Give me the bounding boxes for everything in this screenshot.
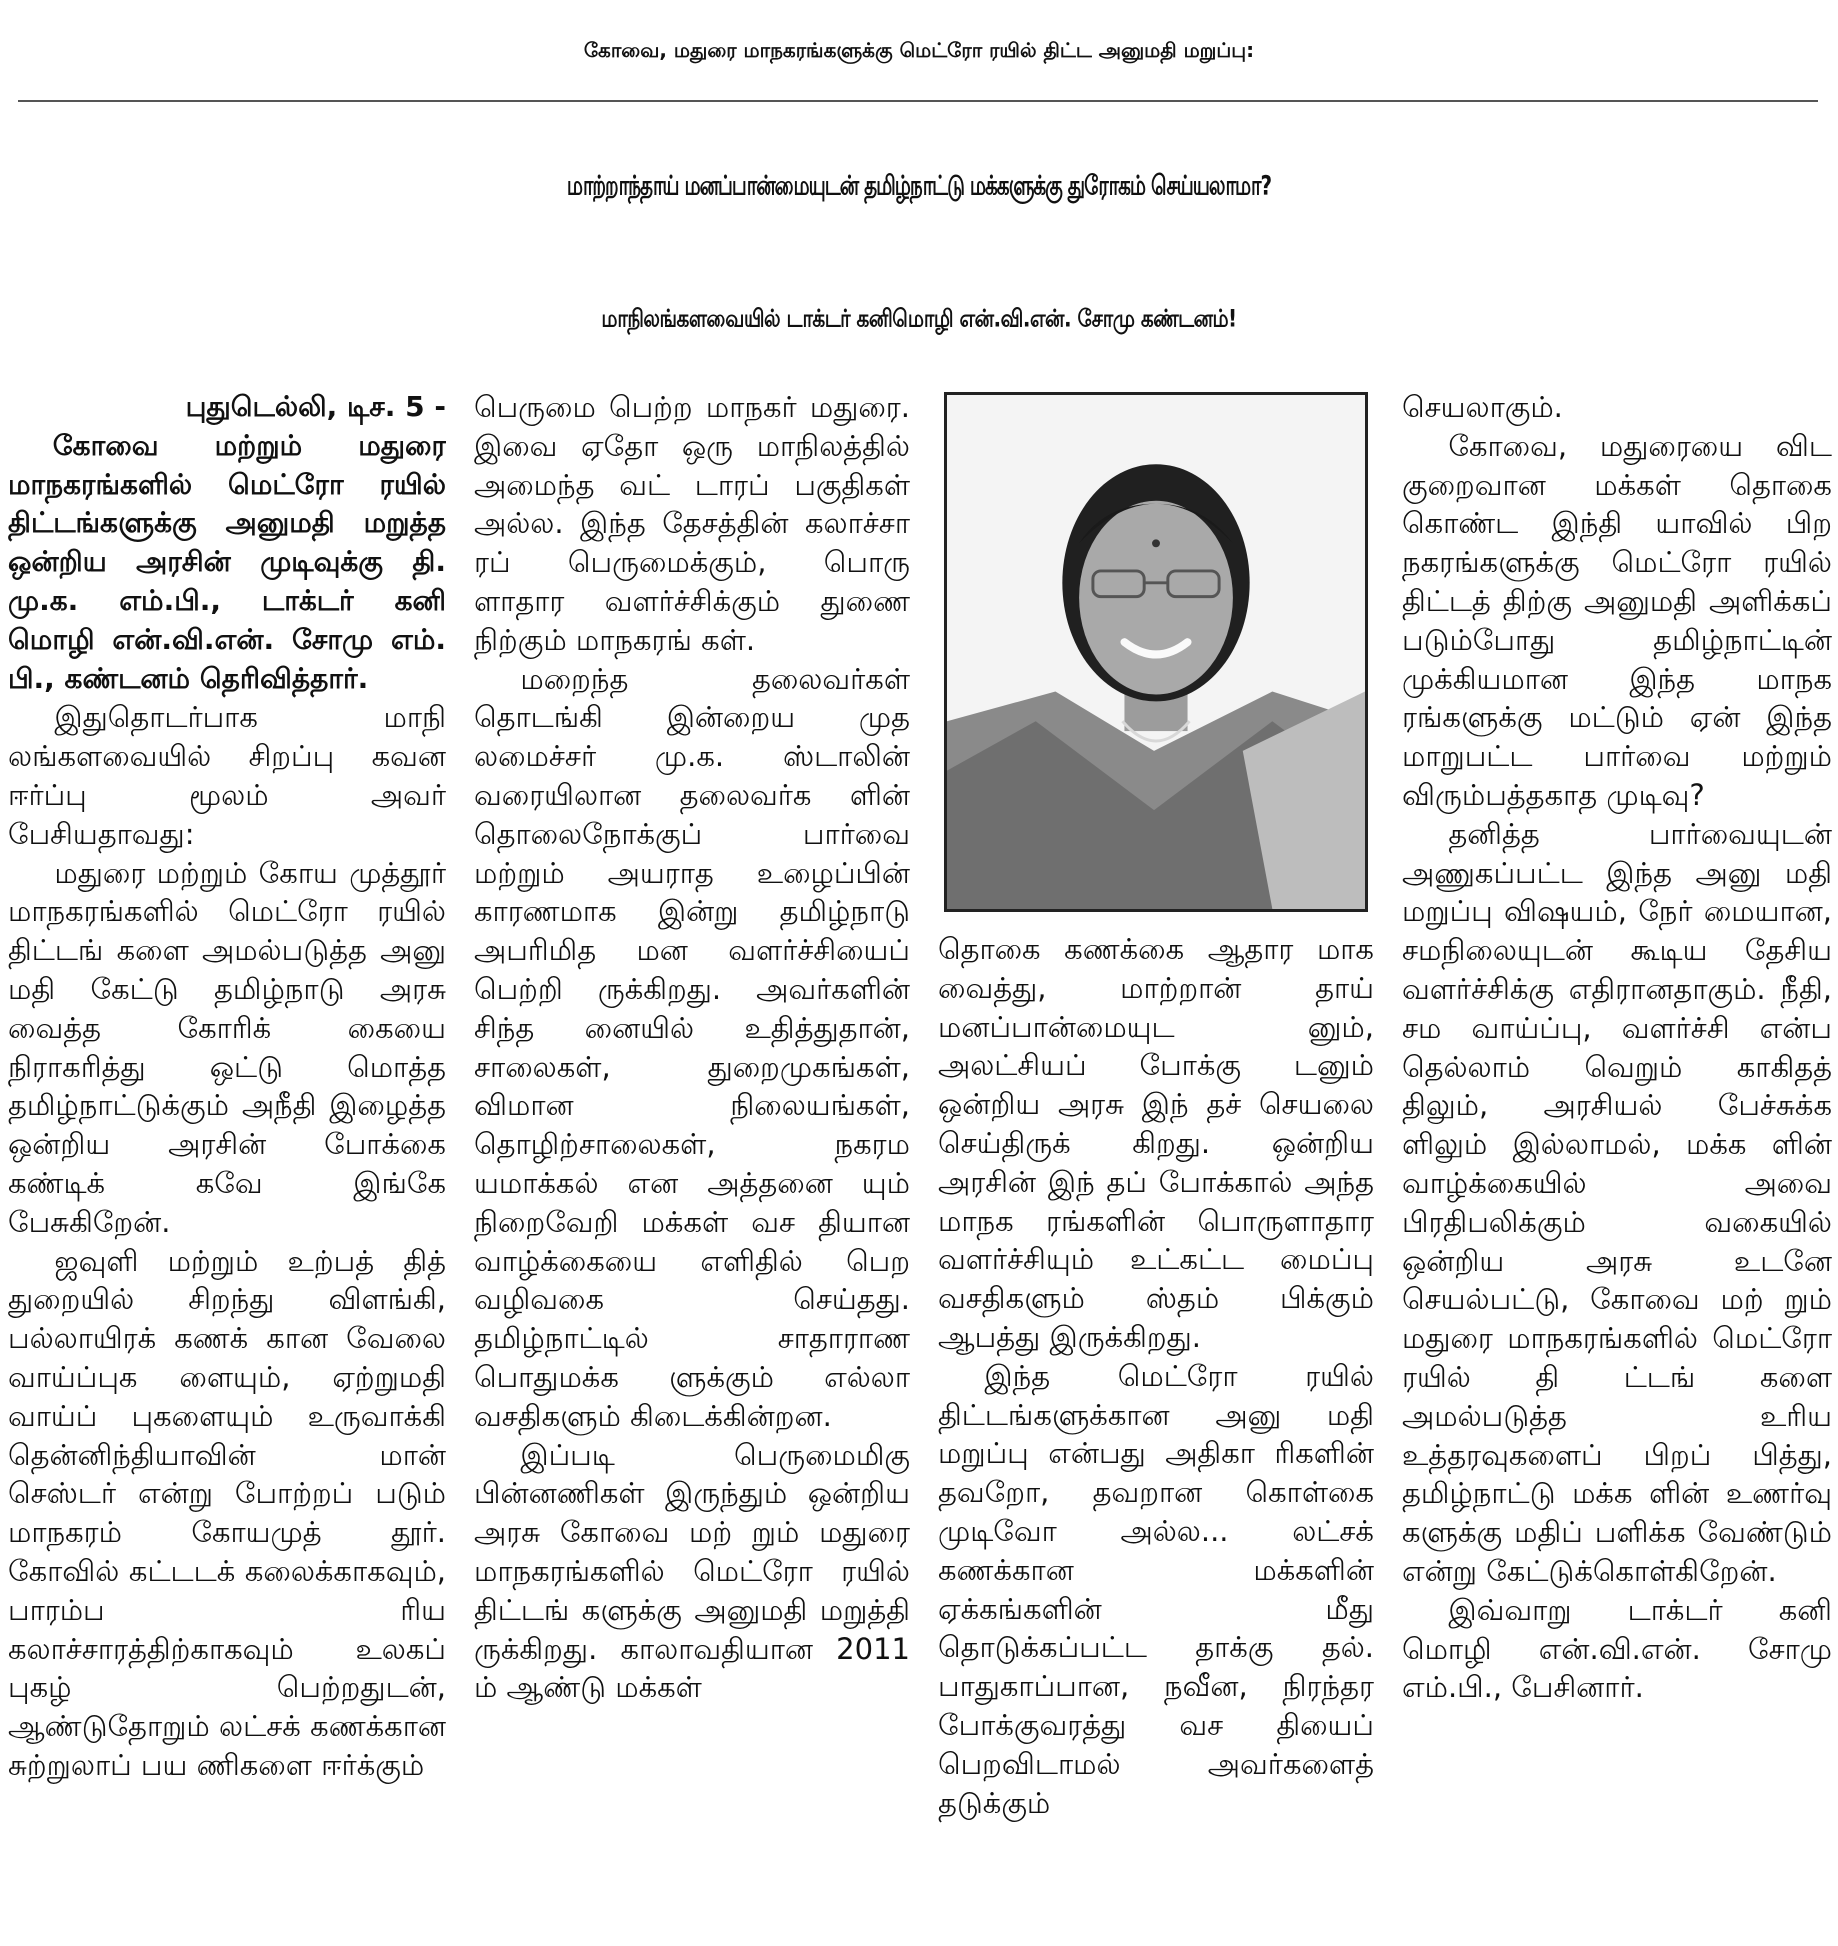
paragraph: தனித்த பார்வையுடன் அணுகப்பட்ட இந்த அனு மதி மறுப்பு விஷயம், நேர் மையான, சமநிலையுடன் கூடிய தேசிய வளர்ச்சிக்கு எதிரானதாகும். நீதி, சம வாய்ப்பு, வளர்ச்சி என்ப தெல்லாம் வெறும் காகிதத் திலும், அரசியல் பேச்சுக்க ளிலும் இல்லாமல், மக்க ளின் வாழ்க்கையில் அவை பிரதிபலிக்கும் வகையில் ஒன்றிய அரசு உடனே செயல்பட்டு, கோவை மற் றும் மதுரை மாநகரங்களில் மெட்ரோ ரயில் தி ட்டங் களை அமல்படுத்த உரிய உத்தரவுகளைப் பிறப் பித்து, தமிழ்நாட்டு மக்க ளின் உணர்வு களுக்கு மதிப் பளிக்க வேண்டும் என்று கேட்டுக்கொள்கிறேன். [1402, 816, 1832, 1588]
paragraph: இந்த மெட்ரோ ரயில் திட்டங்களுக்கான அனு மதி மறுப்பு என்பது அதிகா ரிகளின் தவறோ, தவறான கொள்கை முடிவோ அல்ல... லட்சக் கணக்கான மக்களின் ஏக்கங்களின் மீது தொடுக்கப்பட்ட தாக்கு தல். பாதுகாப்பான, நவீன, நிரந்தர போக்குவரத்து வச தியைப் பெறவிடாமல் அவர்களைத் தடுக்கும் [938, 1358, 1374, 1820]
paragraph: மறைந்த தலைவர்கள் தொடங்கி இன்றைய முத லமைச்சர் மு.க. ஸ்டாலின் வரையிலான தலைவர்க ளின் தொலைநோக்குப் பார்வை மற்றும் அயராத உழைப்பின் காரணமாக இன்று தமிழ்நாடு அபரிமித மன வளர்ச்சியைப் பெற்றி ருக்கிறது. அவர்களின் சிந்த னையில் உதித்துதான், சாலைகள், துறைமுகங்கள், விமான நிலையங்கள், தொழிற்சாலைகள், நகரம யமாக்கல் என அத்தனை யும் நிறைவேறி மக்கள் வச தியான வாழ்க்கையை எளிதில் பெற வழிவகை செய்தது. தமிழ்நாட்டில் சாதாராண பொதுமக்க ளுக்கும் எல்லா வசதிகளும் கிடைக்கின்றன. [474, 661, 910, 1433]
paragraph: இவ்வாறு டாக்டர் கனி மொழி என்.வி.என். சோமு எம்.பி., பேசினார். [1402, 1592, 1832, 1705]
paragraph: கோவை, மதுரையை விட குறைவான மக்கள் தொகை கொண்ட இந்தி யாவில் பிற நகரங்களுக்கு மெட்ரோ ரயில் திட்டத் திற்கு அனுமதி அளிக்கப் படும்போது தமிழ்நாட்டின் முக்கியமான இந்த மாநக ரங்களுக்கு மட்டும் ஏன் இந்த மாறுபட்ட பார்வை மற்றும் விரும்பத்தகாத முடிவு? [1402, 428, 1832, 812]
paragraph: மதுரை மற்றும் கோய முத்தூர் மாநகரங்களில் மெட்ரோ ரயில் திட்டங் களை அமல்படுத்த அனு மதி கேட்டு தமிழ்நாடு அரசு வைத்த கோரிக் கையை நிராகரித்து ஒட்டு மொத்த தமிழ்நாட்டுக்கும் அநீதி இழைத்த ஒன்றிய அரசின் போக்கை கண்டிக் கவே இங்கே பேசுகிறேன். [8, 855, 446, 1239]
article-column-2 [474, 388, 910, 1943]
paragraph: ஜவுளி மற்றும் உற்பத் தித் துறையில் சிறந்து விளங்கி, பல்லாயிரக் கணக் கான வேலை வாய்ப்புக ளையும், ஏற்றுமதி வாய்ப் புகளையும் உருவாக்கி தென்னிந்தியாவின் மான் செஸ்டர் என்று போற்றப் படும் மாநகரம் கோயமுத் தூர். கோவில் கட்டடக் கலைக்காகவும், பாரம்ப ரிய கலாச்சாரத்திற்காகவும் உலகப் புகழ் பெற்றதுடன், ஆண்டுதோறும் லட்சக் கணக்கான சுற்றுலாப் பய ணிகளை ஈர்க்கும் [8, 1243, 446, 1782]
paragraph: பெருமை பெற்ற மாநகர் மதுரை. இவை ஏதோ ஒரு மாநிலத்தில் அமைந்த வட் டாரப் பகுதிகள் அல்ல. இந்த தேசத்தின் கலாச்சா ரப் பெருமைக்கும், பொரு ளாதார வளர்ச்சிக்கும் துணை நிற்கும் மாநகரங் கள். [474, 390, 910, 657]
article-column-4 [1402, 388, 1832, 1943]
headline-sub: மாநிலங்களவையில் டாக்டர் கனிமொழி என்.வி.என். சோமு கண்டனம்! [601, 303, 1237, 333]
paragraph: இதுதொடர்பாக மாநி லங்களவையில் சிறப்பு கவன ஈர்ப்பு மூலம் அவர் பேசியதாவது: [8, 700, 446, 851]
paragraph: செயலாகும். [1402, 390, 1563, 424]
article-column-1 [8, 388, 446, 1943]
portrait-photo-icon [947, 395, 1365, 909]
headline-main: மாற்றாந்தாய் மனப்பான்மையுடன் தமிழ்நாட்டு மக்களுக்கு துரோகம் செய்யலாமா? [566, 168, 1272, 202]
dateline: புதுடெல்லி, டிச. 5 - [185, 390, 446, 423]
article-column-3 [938, 930, 1374, 1943]
headline-kicker: கோவை, மதுரை மாநகரங்களுக்கு மெட்ரோ ரயில் திட்ட அனுமதி மறுப்பு: [583, 38, 1255, 62]
paragraph: தொகை கணக்கை ஆதார மாக வைத்து, மாற்றான் தாய் மனப்பான்மையுட னும், அலட்சியப் போக்கு டனும் ஒன்றிய அரசு இந் தச் செயலை செய்திருக் கிறது. ஒன்றிய அரசின் இந் தப் போக்கால் அந்த மாநக ரங்களின் பொருளாதார வளர்ச்சியும் உட்கட்ட மைப்பு வசதிகளும் ஸ்தம் பிக்கும் ஆபத்து இருக்கிறது. [938, 932, 1374, 1354]
paragraph: இப்படி பெருமைமிகு பின்னணிகள் இருந்தும் ஒன்றிய அரசு கோவை மற் றும் மதுரை மாநகரங்களில் மெட்ரோ ரயில் திட்டங் களுக்கு அனுமதி மறுத்தி ருக்கிறது. காலாவதியான 2011 ம் ஆண்டு மக்கள் [474, 1437, 910, 1705]
portrait-photo [944, 392, 1368, 912]
lead-paragraph: கோவை மற்றும் மதுரை மாநகரங்களில் மெட்ரோ ரயில் திட்டங்களுக்கு அனுமதி மறுத்த ஒன்றிய அரசின் முடிவுக்கு தி. மு.க. எம்.பி., டாக்டர் கனி மொழி என்.வி.என். சோமு எம். பி., கண்டனம் தெரிவித்தார். [8, 428, 446, 695]
